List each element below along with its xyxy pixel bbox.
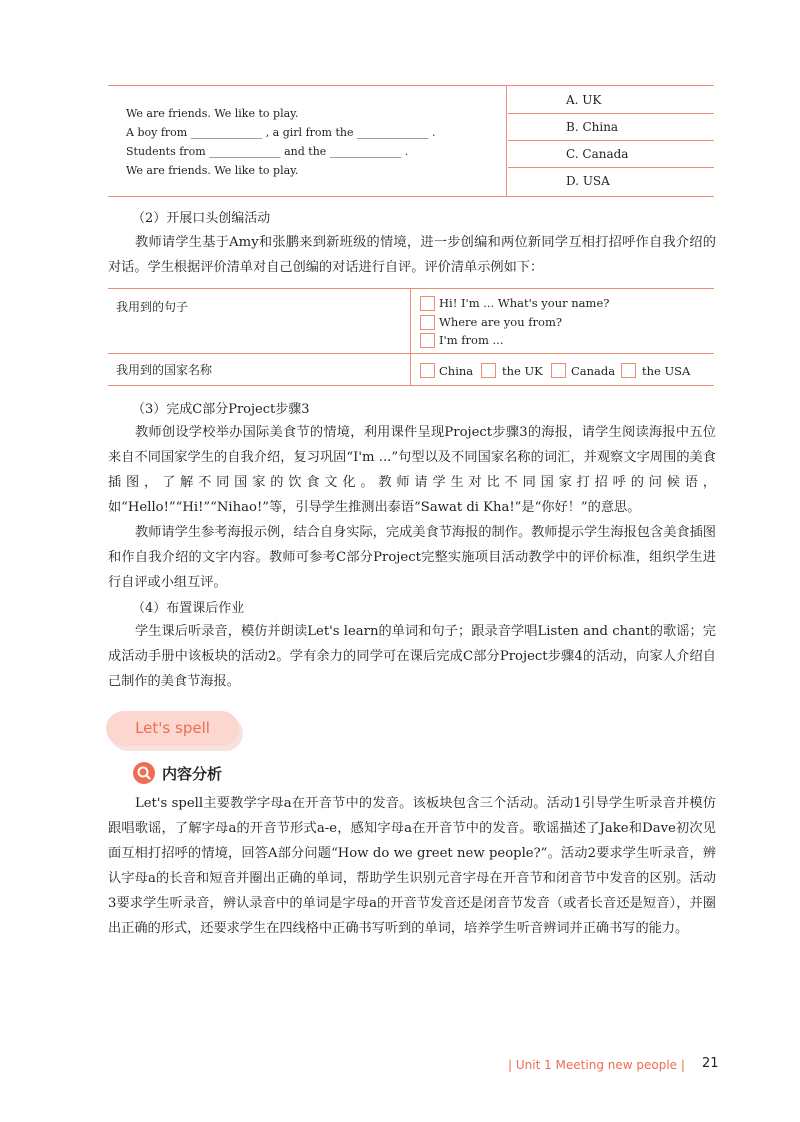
option-cell — [508, 86, 714, 114]
row-label: 我用到的国家名称 — [116, 363, 213, 377]
paragraph: 教师请学生基于Amy和张鹏来到新班级的情境，进一步创编和两位新同学互相打招呼作自我介绍的对话。学生根据评价清单对自己创编的对话进行自评。评价清单示例如下： — [108, 235, 716, 275]
country-option: the UK — [502, 364, 543, 378]
paragraph: 教师创设学校举办国际美食节的情境，利用课件呈现Project步骤3的海报，请学生阅读海报中五位来自不同国家学生的自我介绍，复习巩固“I'm ...”句型以及不同国家名称的词汇，并观察文字周围的美食插图，了解不同国家的饮食文化。教师请学生对比不同国家打招呼的问候语，如“Hello!”“Hi!”“Nihao!”等，引导学生推测出泰语“Sawat di Kha!”是“你好！”的意思。 — [108, 425, 716, 515]
chant-line: We are friends. We like to play. — [126, 164, 299, 177]
checkbox[interactable] — [621, 363, 636, 378]
section-body — [108, 619, 716, 694]
chant-line: We are friends. We like to play. — [126, 107, 299, 120]
option-label: B. China — [566, 120, 619, 134]
matching-table — [108, 85, 714, 197]
section-body — [108, 420, 716, 595]
section-body — [108, 230, 716, 280]
paragraph: Let's spell主要教学字母a在开音节中的发音。该板块包含三个活动。活动1引导学生听录音并模仿跟唱歌谣，了解字母a的开音节形式a-e，感知字母a在开音节中的发音。歌谣描述了Jake和Dave初次见面互相打招呼的情境，回答A部分问题“How do we greet new people?”。活动2要求学生听录音，辨认字母a的长音和短音并圈出正确的单词，帮助学生识别元音字母在开音节和闭音节中发音的区别。活动3要求学生听录音，辨认录音中的单词是字母a的开音节发音还是闭音节发音（或者长音还是短音），并圈出正确的形式，还要求学生在四线格中正确书写听到的单词，培养学生听音辨词并正确书写的能力。 — [108, 796, 716, 936]
section-heading: （2）开展口头创编活动 — [132, 211, 271, 226]
paragraph: 学生课后听录音，模仿并朗读Let's learn的单词和句子；跟录音学唱Listen and chant的歌谣；完成活动手册中该板块的活动2。学有余力的同学可在课后完成C部分Project步骤4的活动，向家人介绍自己制作的美食节海报。 — [108, 624, 716, 689]
paragraph: 教师请学生参考海报示例，结合自身实际，完成美食节海报的制作。教师提示学生海报包含美食插图和作自我介绍的文字内容。教师可参考C部分Project完整实施项目活动教学中的评价标准，组织学生进行自评或小组互评。 — [108, 525, 716, 590]
chant-lines — [108, 86, 507, 196]
content-analysis-body — [108, 791, 716, 941]
checkbox[interactable] — [481, 363, 496, 378]
row-label: 我用到的句子 — [116, 300, 189, 314]
section-heading: （4）布置课后作业 — [132, 601, 245, 616]
sentence-option: Hi! I'm ... What's your name? — [439, 296, 610, 310]
page-number: 21 — [702, 1056, 719, 1071]
chant-line: A boy from _____________ , a girl from the _____________ . — [126, 126, 436, 139]
country-option: China — [439, 364, 474, 378]
option-label: A. UK — [566, 93, 602, 107]
chant-line: Students from _____________ and the _____________ . — [126, 145, 409, 158]
checkbox[interactable] — [551, 363, 566, 378]
evaluation-table — [108, 288, 714, 386]
checkbox[interactable] — [420, 363, 435, 378]
option-cell — [508, 167, 714, 194]
country-option: the USA — [642, 364, 691, 378]
option-label: C. Canada — [566, 147, 629, 161]
option-label: D. USA — [566, 174, 610, 188]
lets-spell-banner: Let's spell — [106, 711, 239, 746]
content-analysis-title: 内容分析 — [162, 765, 223, 783]
section-heading: （3）完成C部分Project步骤3 — [132, 402, 310, 417]
option-cell — [508, 140, 714, 168]
sentence-option: Where are you from? — [439, 315, 563, 329]
country-option: Canada — [571, 364, 616, 378]
table-row — [108, 289, 714, 354]
checkbox[interactable] — [420, 333, 435, 348]
magnifier-icon — [133, 762, 155, 784]
checkbox[interactable] — [420, 315, 435, 330]
footer-unit: | Unit 1 Meeting new people | — [508, 1058, 685, 1072]
option-cell — [508, 113, 714, 141]
checkbox[interactable] — [420, 296, 435, 311]
sentence-option: I'm from ... — [439, 333, 504, 347]
